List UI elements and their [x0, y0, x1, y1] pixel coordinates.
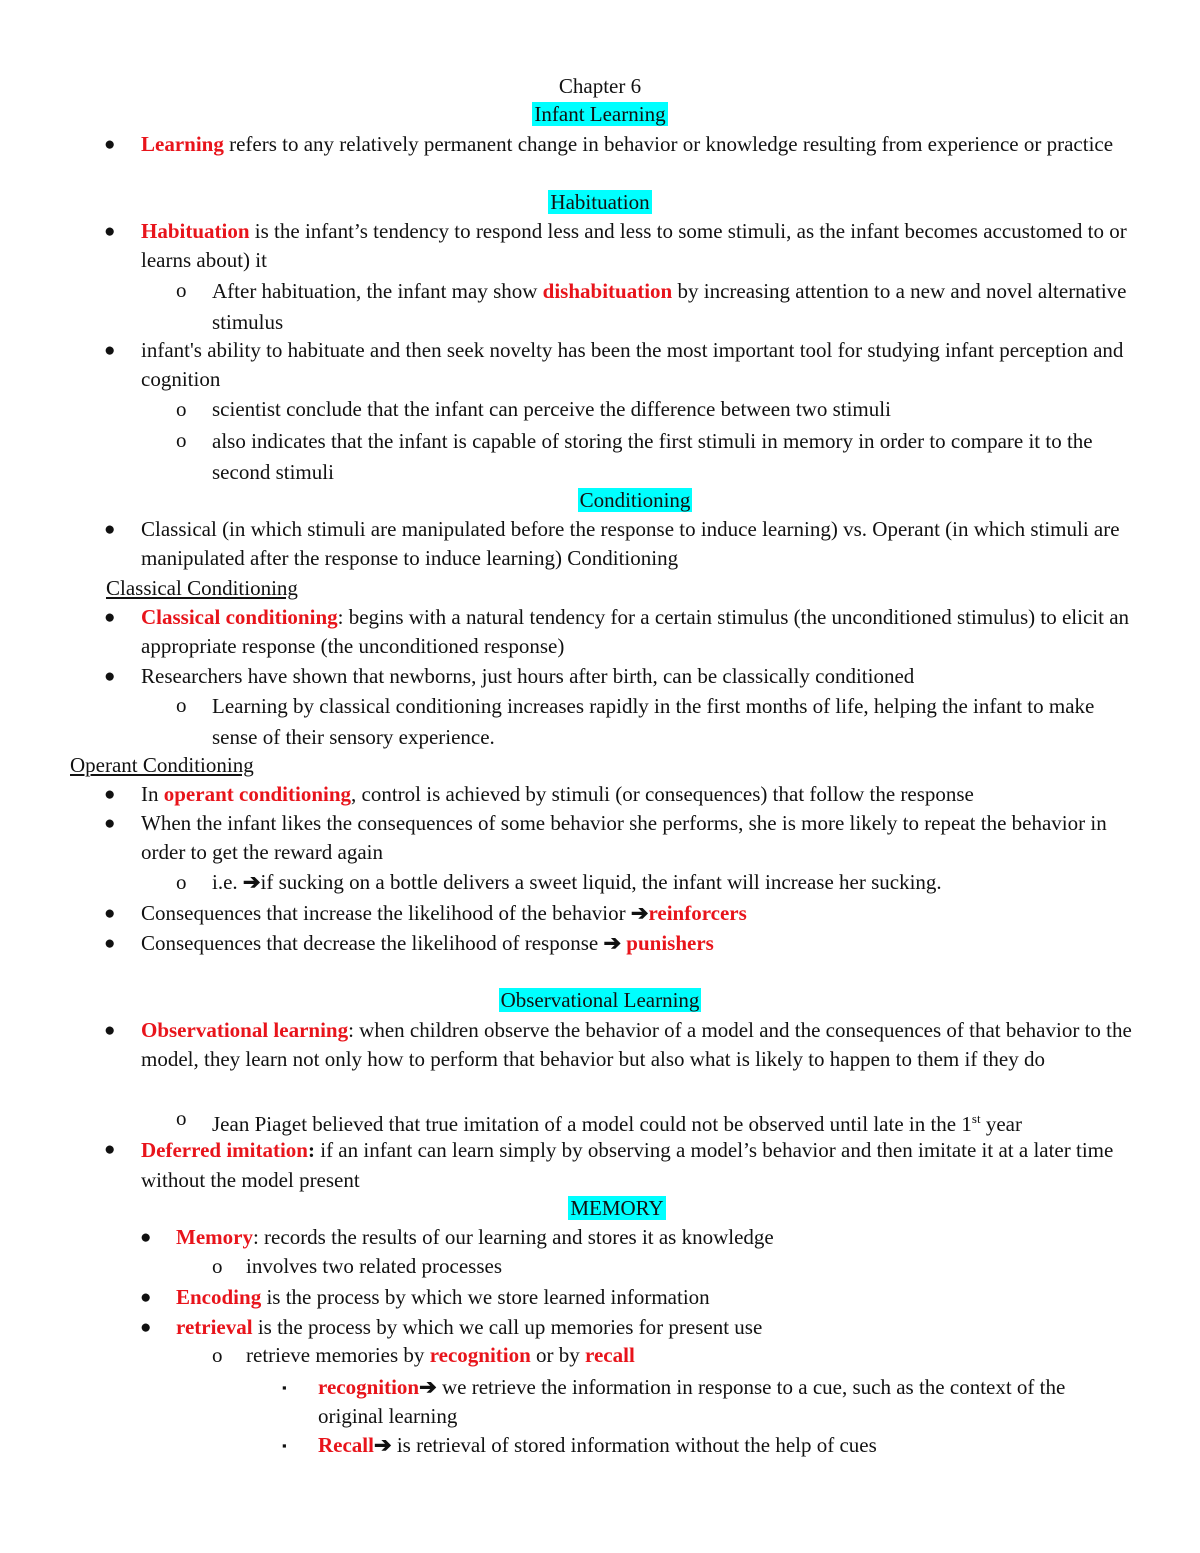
- bullet-icon: ●: [104, 221, 116, 242]
- heading-observational: Observational Learning: [500, 988, 700, 1012]
- circle-bullet-icon: o: [176, 693, 187, 717]
- circle-bullet-icon: o: [212, 1254, 223, 1278]
- circle-bullet-icon: o: [176, 397, 187, 421]
- circle-bullet-icon: o: [212, 1343, 223, 1367]
- bullet-icon: ●: [104, 666, 116, 687]
- heading-memory: MEMORY: [570, 1196, 664, 1220]
- bullet-icon: ●: [104, 1139, 116, 1160]
- bullet-icon: ●: [104, 340, 116, 361]
- bullet-icon: ●: [104, 607, 116, 628]
- bullet-icon: ●: [104, 134, 116, 155]
- arrow-icon: ➔: [242, 870, 261, 894]
- bullet-icon: ●: [104, 933, 116, 954]
- document-page: Chapter 6 Infant Learning ● Learning refers to any relatively permanent change in behavior or knowledge resulting from experience or practice Habituation ● Habituation is the infant’s tendency to respond less and less to some stimuli, as the infant becomes accustomed to or learns about) it o After habituation, the infant may show dishabituation by increasing attention to a new and novel alternative stimulus ● infant's ability to habituate and then seek novelty has been the most important tool for studying infant perception and cognition o scientist conclude that the infant can perceive the difference between two stimuli o also indicates that the infant is capable of storing the first stimuli in memory in order to compare it to the second stimuli Conditioning ● Classical (in which stimuli are manipulated before the response to induce learning) vs. Operant (in which stimuli are manipulated after the response to induce learning) Conditioning Classical Conditioning ● Classical conditioning: begins with a natural tendency for a certain stimulus (the unconditioned stimulus) to elicit an appropriate response (the unconditioned response) ● Researchers have shown that newborns, just hours after birth, can be classically conditioned o Learning by classical conditioning increases rapidly in the first months of life, helping the infant to make sense of their sensory experience. Operant Conditioning ● In operant conditioning, control is achieved by stimuli (or consequences) that follow the response ● When the infant likes the consequences of some behavior she performs, she is more likely to repeat the behavior in order to get the reward again o i.e. ➔if sucking on a bottle delivers a sweet liquid, the infant will increase her sucking. ● Consequences that increase the likelihood of the behavior ➔reinforcers ● Consequences that decrease the likelihood of response ➔ punishers Observational Learning ● Observational learning: when children observe the behavior of a model and the consequences of that behavior to the model, they learn not only how to perform that behavior but also what is likely to happen to them if they do o Jean Piaget believed that true imitation of a model could not be observed until late in the 1st year ● Deferred imitation: if an infant can learn simply by observing a model’s behavior and then imitate it at a later time without the model present MEMORY ● Memory: records the results of our learning and stores it as knowledge o involves two related processes ● Encoding is the process by which we store learned information ● retrieval is the process by which we call up memories for present use o retrieve memories by recognition or by recall ▪ recognition➔ we retrieve the information in response to a cue, such as the context of the original learning ▪ Recall➔ is retrieval of stored information without the help of cues: [0, 0, 1200, 1553]
- heading-conditioning: Conditioning: [579, 488, 691, 512]
- subheading-operant: Operant Conditioning: [70, 753, 254, 777]
- square-bullet-icon: ▪: [282, 1438, 287, 1453]
- square-bullet-icon: ▪: [282, 1380, 287, 1395]
- heading-habituation: Habituation: [550, 190, 650, 214]
- bullet-icon: ●: [104, 1020, 116, 1041]
- bullet-icon: ●: [140, 1227, 152, 1248]
- subheading-classical: Classical Conditioning: [106, 576, 298, 600]
- arrow-icon: ➔: [603, 931, 622, 955]
- circle-bullet-icon: o: [176, 278, 187, 302]
- bullet-icon: ●: [104, 903, 116, 924]
- circle-bullet-icon: o: [176, 870, 187, 894]
- bullet-icon: ●: [104, 519, 116, 540]
- bullet-icon: ●: [104, 813, 116, 834]
- arrow-icon: ➔: [630, 901, 649, 925]
- bullet-icon: ●: [104, 784, 116, 805]
- bullet-icon: ●: [140, 1317, 152, 1338]
- arrow-icon: ➔: [419, 1375, 437, 1399]
- arrow-icon: ➔: [373, 1433, 392, 1457]
- circle-bullet-icon: o: [176, 1106, 187, 1130]
- bullet-icon: ●: [140, 1287, 152, 1308]
- heading-infant-learning: Infant Learning: [534, 102, 666, 126]
- chapter-title: Chapter 6: [558, 74, 642, 98]
- circle-bullet-icon: o: [176, 428, 187, 452]
